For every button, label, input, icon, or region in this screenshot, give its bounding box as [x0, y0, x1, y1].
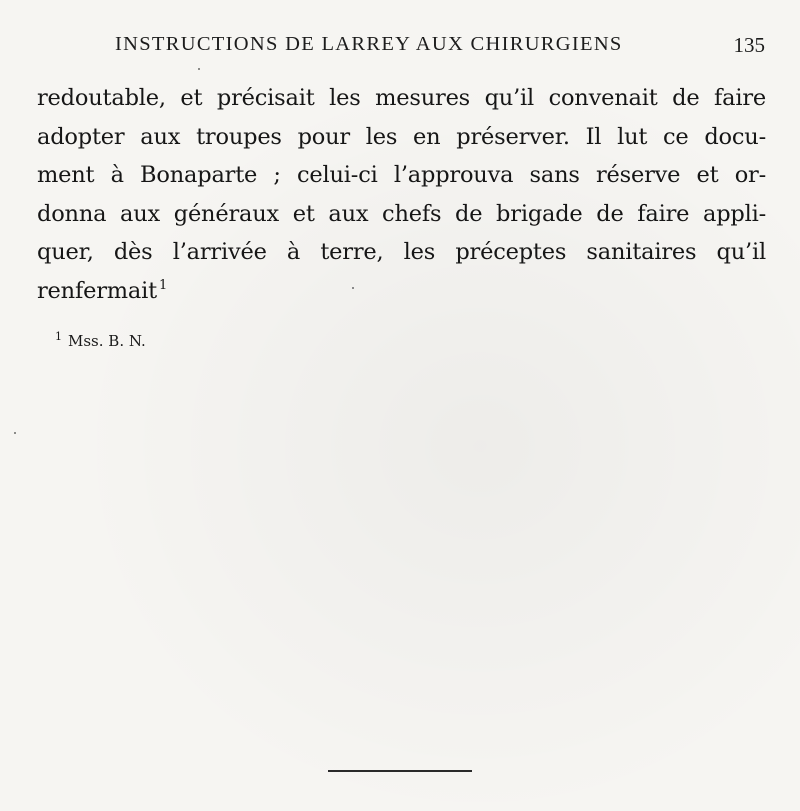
text-line: donna aux généraux et aux chefs de brigade de faire appli- [37, 200, 766, 227]
text-line-last [37, 272, 766, 311]
speck [352, 287, 354, 289]
page-number: 135 [733, 33, 765, 57]
speck [198, 68, 200, 70]
text-line: redoutable, et précisait les mesures qu’il convenait de faire [37, 85, 766, 111]
text-line: quer, dès l’arrivée à terre, les préceptes sanitaires qu’il [37, 239, 766, 265]
footnote [55, 332, 146, 350]
text-line: ment à Bonaparte ; celui-ci l’approuva sans réserve et or- [37, 162, 766, 188]
horizontal-rule [328, 770, 472, 772]
speck [14, 432, 16, 434]
footnote-text: Mss. B. N. [68, 332, 146, 350]
running-title: INSTRUCTIONS DE LARREY AUX CHIRURGIENS [115, 33, 623, 55]
footnote-reference: 1 [158, 278, 168, 293]
running-head [0, 33, 770, 63]
text-line: adopter aux troupes pour les en préserver. Il lut ce docu- [37, 123, 766, 150]
text-line-last-content: renfermait [37, 277, 157, 304]
footnote-mark: 1 [55, 330, 62, 343]
body-paragraph [37, 79, 766, 310]
